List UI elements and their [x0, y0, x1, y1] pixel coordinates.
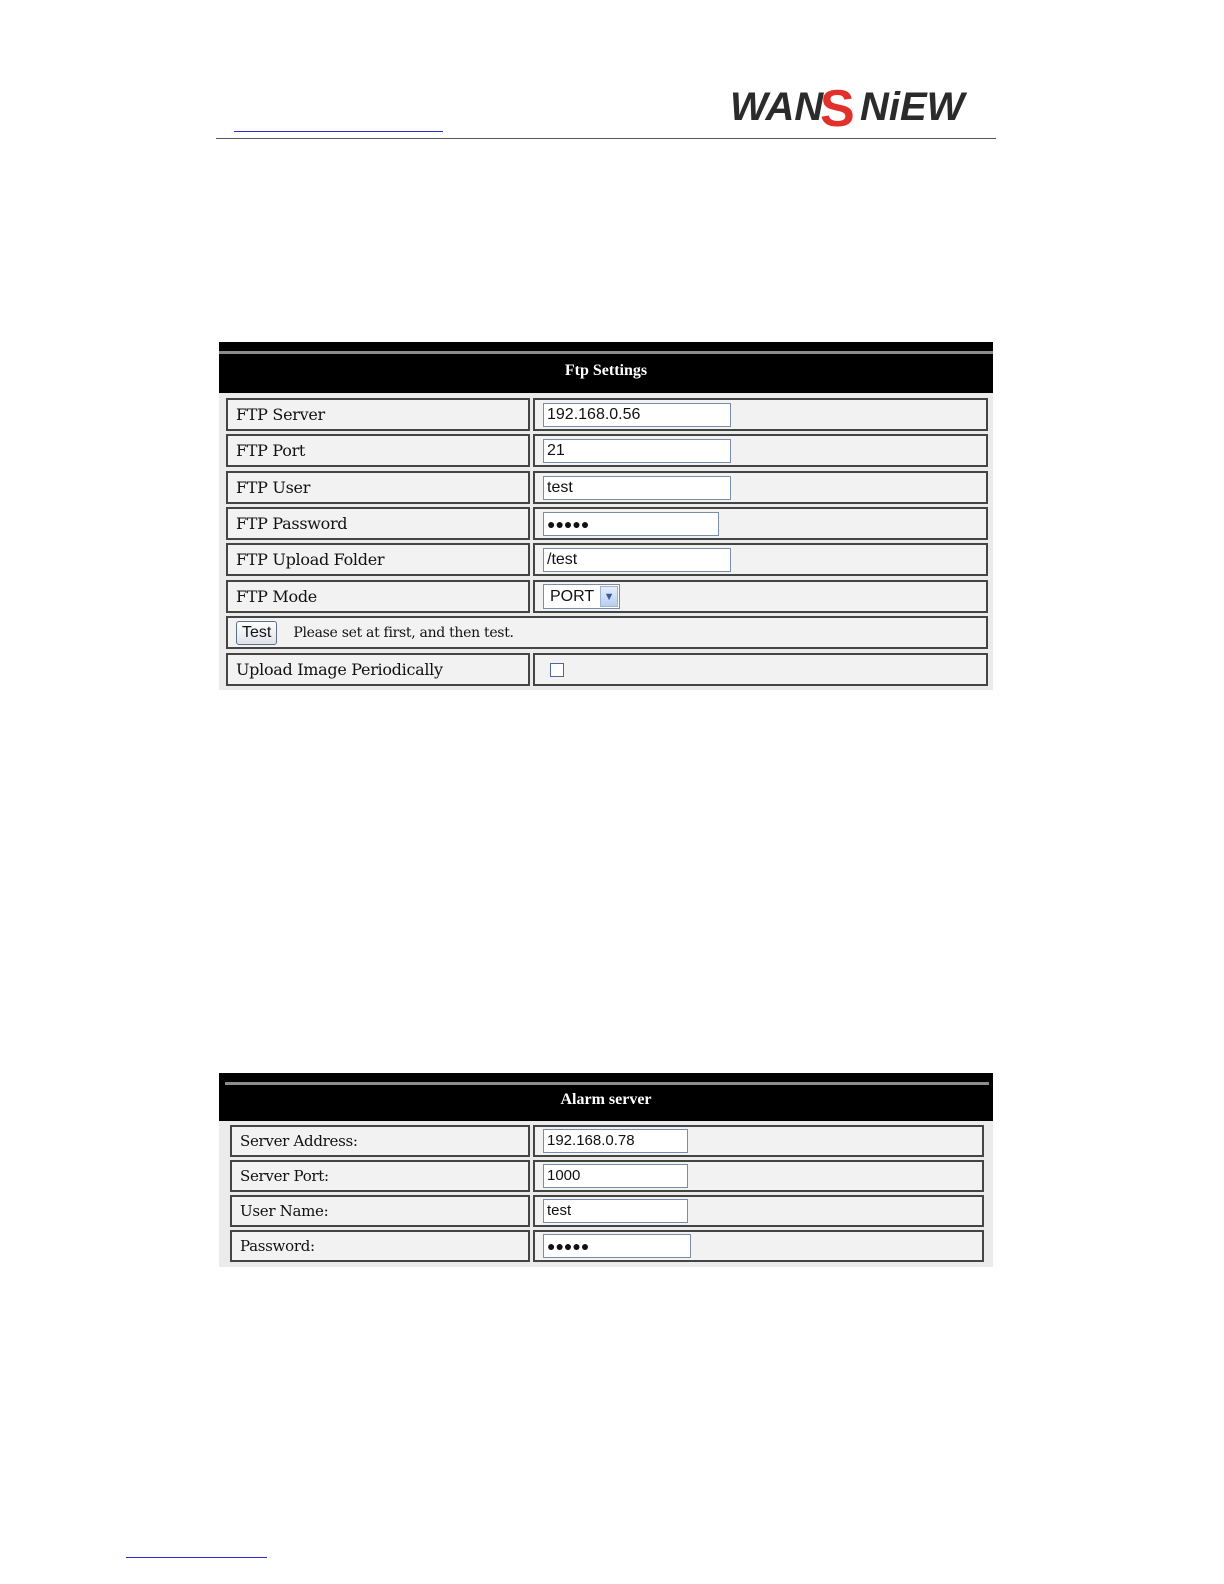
ftp-user-label: FTP User [226, 471, 530, 504]
server-port-cell [533, 1160, 984, 1192]
upload-periodically-cell [533, 653, 988, 686]
user-name-cell [533, 1195, 984, 1227]
user-name-row [219, 1195, 993, 1227]
alarm-panel-title: Alarm server [560, 1091, 652, 1108]
ftp-port-input[interactable]: 21 [543, 439, 731, 463]
ftp-upload-folder-label: FTP Upload Folder [226, 543, 530, 576]
server-address-row [219, 1125, 993, 1157]
ftp-port-label: FTP Port [226, 434, 530, 467]
server-address-input[interactable]: 192.168.0.78 [543, 1129, 688, 1153]
alarm-server-panel [219, 1073, 993, 1267]
ftp-server-cell [533, 398, 988, 431]
server-port-input[interactable]: 1000 [543, 1164, 688, 1188]
ftp-mode-selected: PORT [550, 587, 595, 605]
test-button[interactable]: Test [236, 621, 277, 645]
alarm-password-row [219, 1230, 993, 1262]
wansview-logo [728, 76, 980, 132]
chevron-down-icon[interactable]: ▼ [600, 586, 618, 607]
ftp-user-row [219, 471, 993, 504]
panel-top-line [219, 351, 993, 354]
ftp-upload-folder-input[interactable]: /test [543, 548, 731, 572]
test-hint-text: Please set at first, and then test. [293, 624, 514, 641]
ftp-panel-title: Ftp Settings [564, 362, 648, 379]
header-link-underline[interactable] [234, 131, 443, 132]
logo-text-middle: S [820, 80, 855, 132]
logo-text-suffix: NiEW [860, 85, 965, 129]
ftp-password-input[interactable]: ●●●●● [543, 512, 719, 536]
ftp-panel-body [219, 393, 993, 690]
alarm-panel-body [219, 1121, 993, 1267]
ftp-mode-cell [533, 580, 988, 613]
ftp-server-row [219, 398, 993, 431]
ftp-password-row [219, 507, 993, 540]
logo-text-prefix: WAN [730, 85, 824, 129]
alarm-password-input[interactable]: ●●●●● [543, 1234, 691, 1258]
ftp-password-cell [533, 507, 988, 540]
ftp-user-cell [533, 471, 988, 504]
ftp-mode-select[interactable] [543, 584, 620, 609]
upload-periodically-label: Upload Image Periodically [226, 653, 530, 686]
server-port-label: Server Port: [230, 1160, 530, 1192]
ftp-upload-folder-cell [533, 543, 988, 576]
upload-periodically-checkbox[interactable] [550, 663, 564, 677]
alarm-password-cell [533, 1230, 984, 1262]
ftp-password-label: FTP Password [226, 507, 530, 540]
server-address-label: Server Address: [230, 1125, 530, 1157]
ftp-test-cell [226, 616, 988, 649]
footer-link-underline[interactable] [126, 1557, 267, 1558]
server-address-cell [533, 1125, 984, 1157]
ftp-port-cell [533, 434, 988, 467]
header-divider [216, 138, 996, 139]
ftp-server-input[interactable]: 192.168.0.56 [543, 403, 731, 427]
user-name-label: User Name: [230, 1195, 530, 1227]
ftp-port-row [219, 434, 993, 467]
upload-periodically-row [219, 653, 993, 686]
alarm-password-label: Password: [230, 1230, 530, 1262]
panel-top-line [225, 1082, 989, 1085]
ftp-user-input[interactable]: test [543, 476, 731, 500]
ftp-mode-label: FTP Mode [226, 580, 530, 613]
ftp-test-row [219, 616, 993, 649]
server-port-row [219, 1160, 993, 1192]
ftp-settings-panel [219, 342, 993, 690]
ftp-server-label: FTP Server [226, 398, 530, 431]
user-name-input[interactable]: test [543, 1199, 688, 1223]
ftp-upload-folder-row [219, 543, 993, 576]
ftp-mode-row [219, 580, 993, 613]
